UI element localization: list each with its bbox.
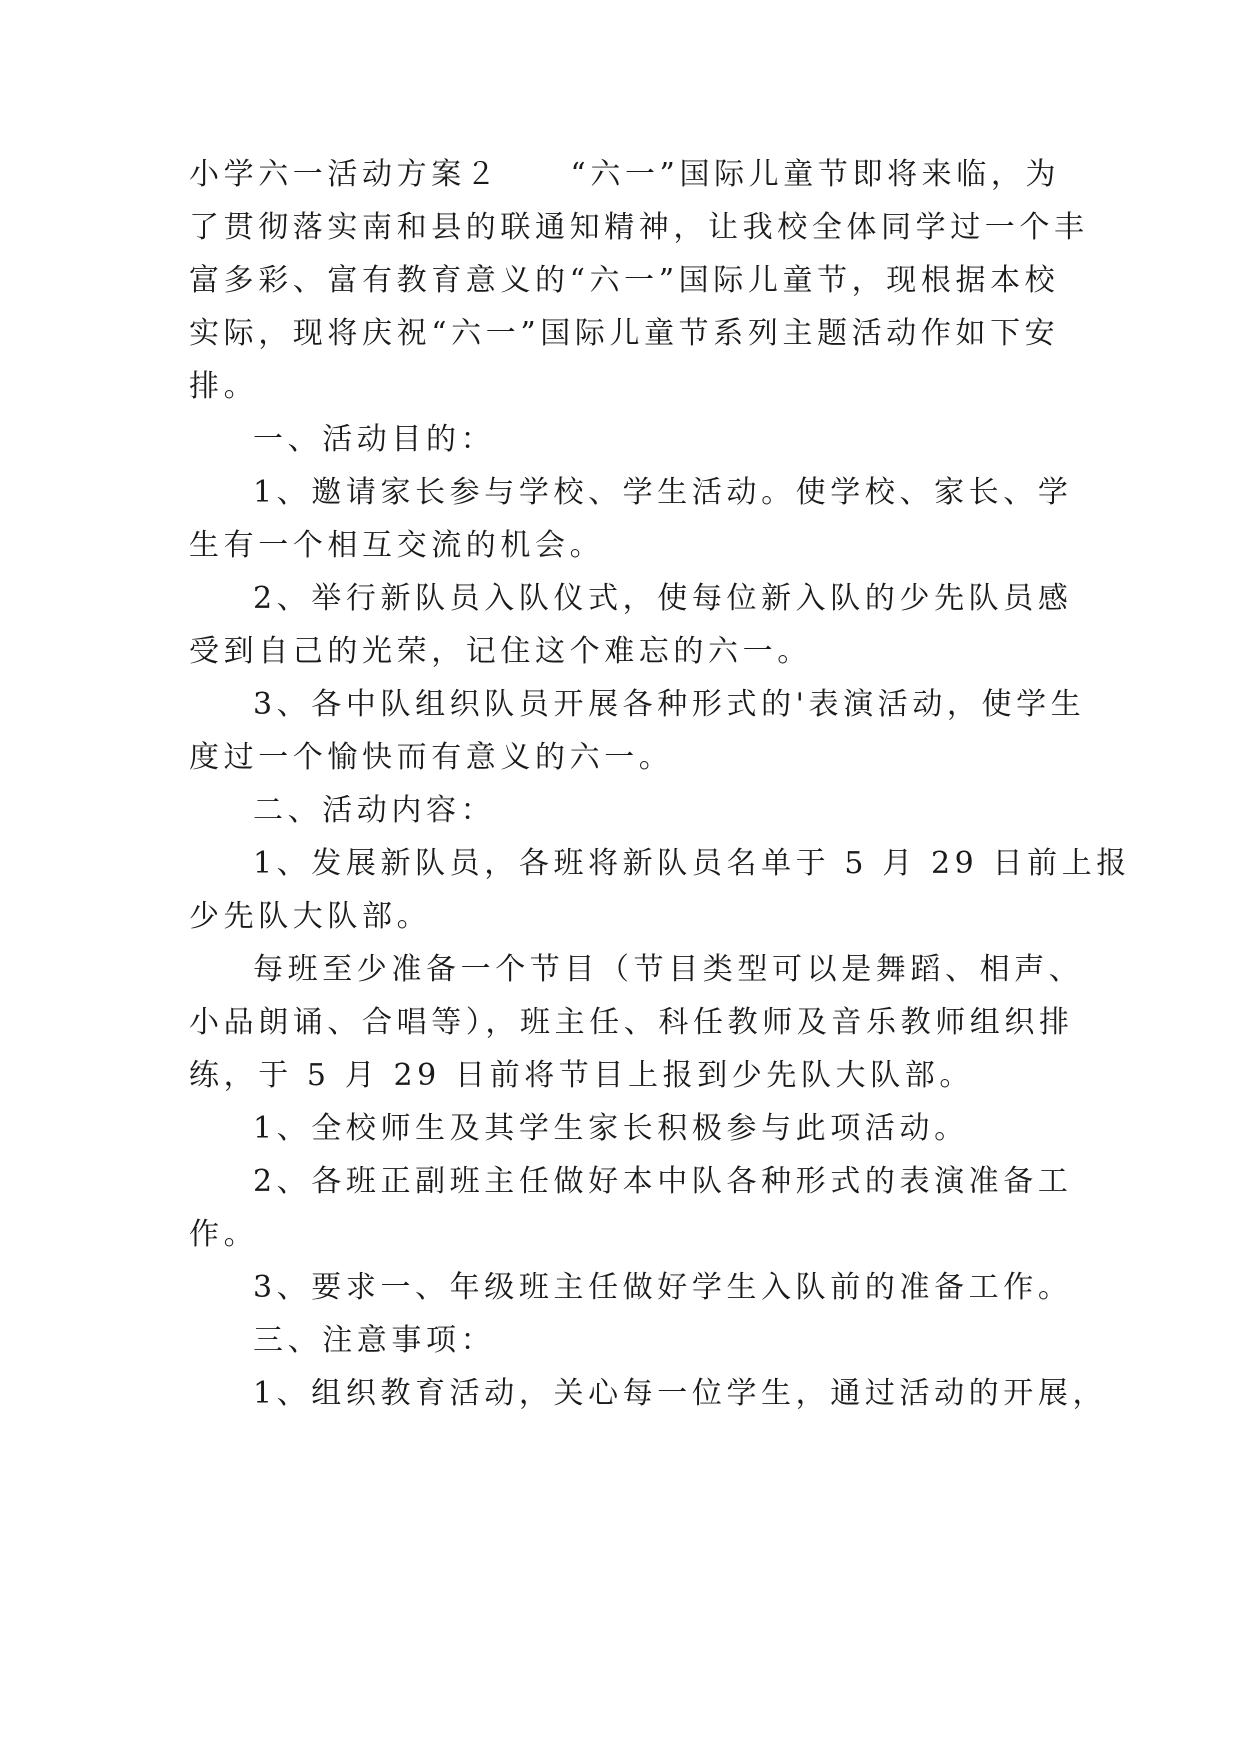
text-line-24: 1、组织教育活动，关心每一位学生，通过活动的开展， (253, 1376, 1108, 1411)
text-line-2: 了贯彻落实南和县的联通知精神，让我校全体同学过一个丰 (189, 210, 1089, 245)
text-line-18: 练，于 5 月 29 日前将节目上报到少先队大队部。 (189, 1058, 975, 1093)
document-title: 小学六一活动方案２ (189, 157, 501, 192)
text-line-12: 度过一个愉快而有意义的六一。 (189, 740, 674, 775)
text-line-7: 1、邀请家长参与学校、学生活动。使学校、家长、学 (253, 475, 1073, 510)
section-heading-1: 一、活动目的： (253, 422, 496, 457)
section-heading-3: 三、注意事项： (253, 1323, 496, 1358)
text-line-8: 生有一个相互交流的机会。 (189, 528, 605, 563)
text-line-4: 实际，现将庆祝“六一”国际儿童节系列主题活动作如下安 (189, 316, 1060, 351)
text-line-17: 小品朗诵、合唱等），班主任、科任教师及音乐教师组织排 (189, 1005, 1074, 1040)
text-line-9: 2、举行新队员入队仪式，使每位新入队的少先队员感 (253, 581, 1073, 616)
text-line-15: 少先队大队部。 (189, 899, 432, 934)
text-line-11: 3、各中队组织队员开展各种形式的'表演活动，使学生 (253, 687, 1086, 722)
text-line-16: 每班至少准备一个节目（节目类型可以是舞蹈、相声、 (253, 952, 1084, 987)
text-line-21: 作。 (189, 1217, 259, 1252)
text-line-3: 富多彩、富有教育意义的“六一”国际儿童节，现根据本校 (189, 263, 1060, 298)
section-heading-2: 二、活动内容： (253, 793, 496, 828)
text-line-1 (189, 155, 1060, 195)
text-line-20: 2、各班正副班主任做好本中队各种形式的表演准备工 (253, 1164, 1073, 1199)
text-line-22: 3、要求一、年级班主任做好学生入队前的准备工作。 (253, 1270, 1073, 1305)
intro-text: “六一”国际儿童节即将来临，为 (570, 157, 1061, 192)
text-line-14: 1、发展新队员，各班将新队员名单于 5 月 29 日前上报 (253, 846, 1131, 881)
text-line-10: 受到自己的光荣，记住这个难忘的六一。 (189, 634, 812, 669)
text-line-19: 1、全校师生及其学生家长积极参与此项活动。 (253, 1111, 969, 1146)
text-line-5: 排。 (189, 369, 259, 404)
